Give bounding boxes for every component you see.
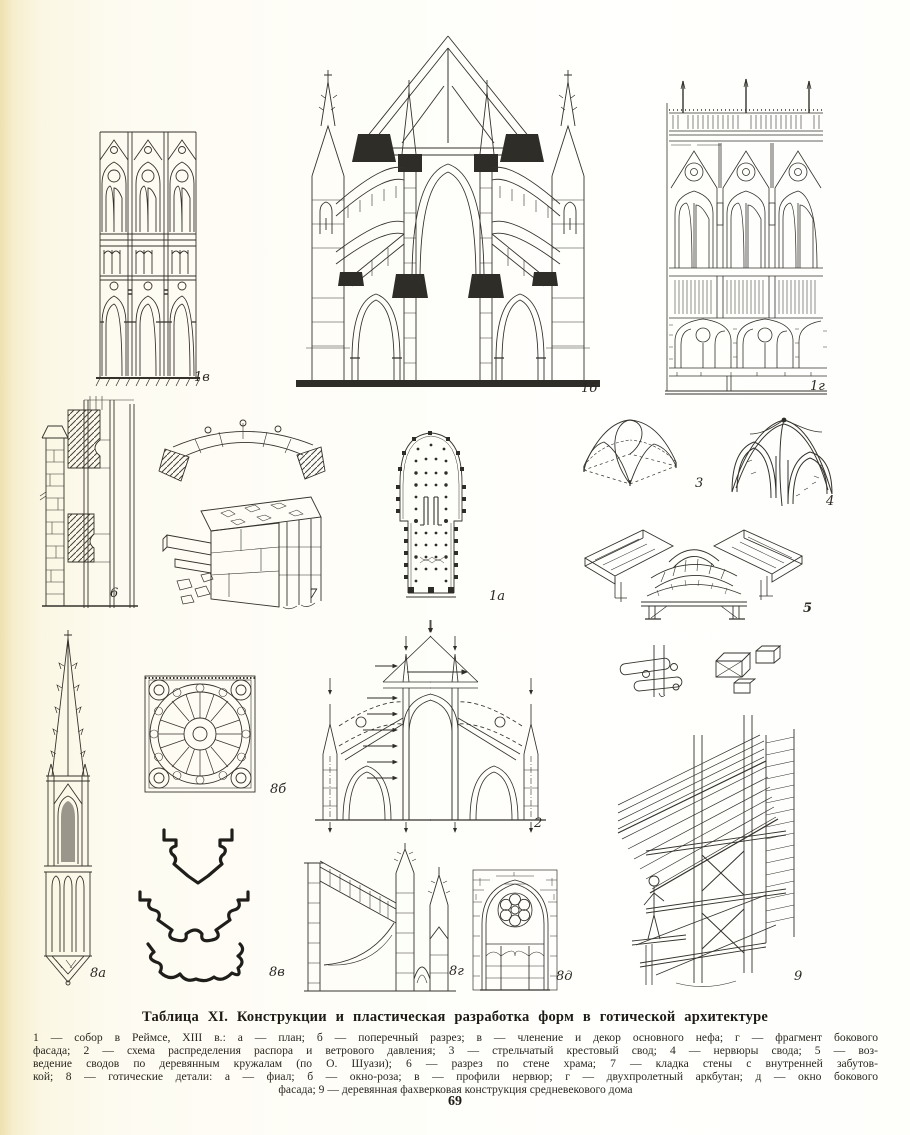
figure-1a-plan <box>386 421 506 604</box>
table-caption-title: Таблица XI. Конструкции и пластическая разработка форм в готической архитектуре <box>141 1009 769 1025</box>
figure-label-3: 3 <box>695 476 704 491</box>
legend-line: ведение сводов по деревянным кружалам (по О. Шуази); 6 — разрез по стене храма; 7 — кладка стены с внутренней забутов- <box>33 1057 878 1070</box>
finial-drawing <box>36 626 100 988</box>
flying-buttress-drawing <box>300 843 460 993</box>
figure-3-cross-vault <box>576 410 704 492</box>
timber-frame-drawing <box>616 643 806 995</box>
plan-drawing <box>386 421 476 603</box>
figure-8g-flying-buttress <box>300 843 464 993</box>
aisle-window-drawing <box>470 866 560 994</box>
figure-4-rib-vault <box>726 406 844 514</box>
figure-label-6: 6 <box>110 586 119 601</box>
legend-line: фасада; 9 — деревянная фахверковая конструкция средневекового дома <box>278 1083 633 1096</box>
figure-2-forces-diagram <box>303 620 558 838</box>
figure-label-1g: 1г <box>810 379 825 394</box>
figure-label-7: 7 <box>309 587 318 602</box>
figure-label-1v: 1в <box>194 370 210 385</box>
figure-8v-rib-profiles <box>136 826 285 988</box>
figure-8b-rose-window <box>141 670 287 798</box>
figure-8a-finial <box>36 626 107 988</box>
figure-label-8b: 8б <box>270 782 287 797</box>
figure-label-8g: 8г <box>449 964 464 979</box>
figure-1v-nave-elevation <box>92 126 210 394</box>
figure-6-wall-section <box>40 396 140 614</box>
cross-vault-drawing <box>576 410 684 492</box>
centering-drawing <box>581 516 806 624</box>
figure-8d-aisle-window <box>470 866 573 994</box>
rose-window-drawing <box>141 670 259 798</box>
figure-1b-cross-section <box>292 28 604 398</box>
rib-profiles-drawing <box>136 826 268 988</box>
figure-9-timber-frame <box>616 643 806 995</box>
page-number: 69 <box>448 1094 462 1109</box>
figure-7-masonry <box>161 413 326 613</box>
nave-elevation-drawing <box>92 126 204 394</box>
masonry-drawing <box>161 413 326 613</box>
figure-label-8v: 8в <box>269 965 285 980</box>
figure-label-9: 9 <box>794 969 803 984</box>
figure-label-5: 5 <box>803 601 813 616</box>
figure-label-8a: 8а <box>90 966 107 981</box>
figure-1g-facade-fragment <box>661 73 831 398</box>
legend-line: кой; 8 — готические детали: а — фиал; б — окно-роза; в — профили нервюр; г — двухпролетный аркбутан; д — окно бокового <box>33 1070 878 1083</box>
figure-5-centering <box>581 516 813 624</box>
cross-section-drawing <box>292 28 604 398</box>
forces-diagram-drawing <box>303 620 558 838</box>
legend-line: 1 — собор в Реймсе, XIII в.: а — план; б — поперечный разрез; в — членение и декор основного нефа; г — фрагмент бокового <box>33 1031 878 1044</box>
legend-line: фасада; 2 — схема распределения распора и ветрового давления; 3 — стрельчатый крестовый свод; 4 — нервюры свода; 5 — воз- <box>33 1044 878 1057</box>
figure-legend <box>33 1031 878 1096</box>
figure-label-8d: 8д <box>556 969 573 984</box>
figure-label-1a: 1а <box>489 589 506 604</box>
figure-label-1b: 1б <box>581 381 598 396</box>
facade-fragment-drawing <box>661 73 831 398</box>
wall-section-drawing <box>40 396 140 614</box>
figure-label-4: 4 <box>826 494 835 509</box>
figure-label-2: 2 <box>534 816 543 831</box>
